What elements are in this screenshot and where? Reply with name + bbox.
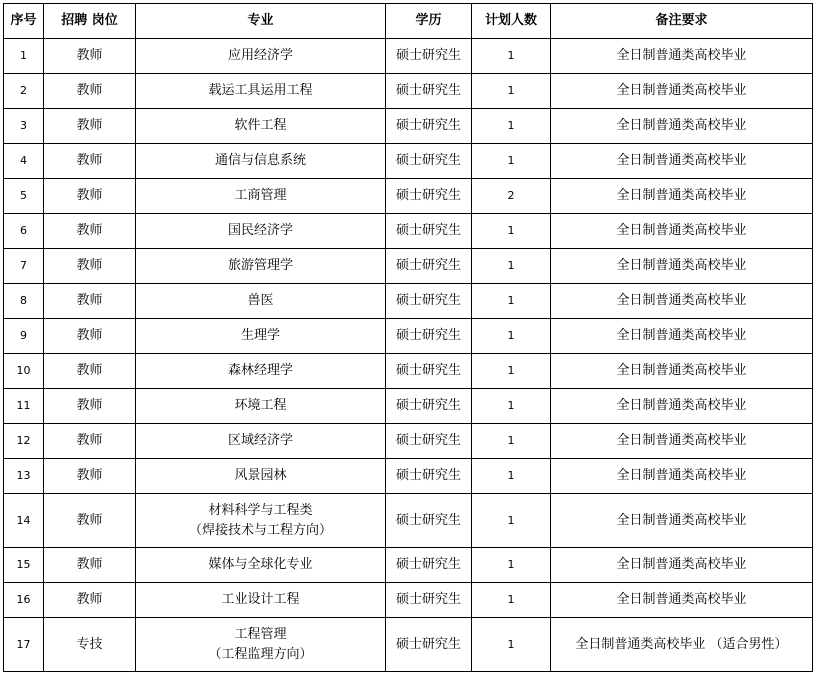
header-degree: 学历: [386, 4, 472, 39]
cell-major: [136, 494, 386, 548]
cell-remarks: 全日制普通类高校毕业: [551, 39, 813, 74]
cell-count: 1: [472, 39, 551, 74]
cell-major: 工业设计工程: [136, 583, 386, 618]
cell-degree: 硕士研究生: [386, 144, 472, 179]
cell-remarks: 全日制普通类高校毕业 （适合男性）: [551, 618, 813, 672]
cell-major: 森林经理学: [136, 354, 386, 389]
cell-count: 1: [472, 494, 551, 548]
cell-position: 教师: [44, 459, 136, 494]
table-row: [4, 74, 813, 109]
cell-remarks: 全日制普通类高校毕业: [551, 284, 813, 319]
table-row: [4, 214, 813, 249]
header-major: 专业: [136, 4, 386, 39]
cell-count: 2: [472, 179, 551, 214]
cell-major: 环境工程: [136, 389, 386, 424]
cell-count: 1: [472, 319, 551, 354]
table-header-row: [4, 4, 813, 39]
cell-position: 专技: [44, 618, 136, 672]
cell-degree: 硕士研究生: [386, 284, 472, 319]
cell-major: 媒体与全球化专业: [136, 548, 386, 583]
cell-major-sub: （焊接技术与工程方向）: [188, 522, 332, 538]
cell-degree: 硕士研究生: [386, 354, 472, 389]
cell-major-main: 材料科学与工程类: [208, 502, 313, 518]
cell-remarks: 全日制普通类高校毕业: [551, 214, 813, 249]
header-index: 序号: [4, 4, 44, 39]
recruitment-table: [3, 3, 813, 672]
cell-degree: 硕士研究生: [386, 39, 472, 74]
header-remarks: 备注要求: [551, 4, 813, 39]
cell-index: 15: [4, 548, 44, 583]
table-row: [4, 459, 813, 494]
cell-remarks: 全日制普通类高校毕业: [551, 179, 813, 214]
cell-remarks: 全日制普通类高校毕业: [551, 494, 813, 548]
cell-remarks: 全日制普通类高校毕业: [551, 583, 813, 618]
cell-index: 12: [4, 424, 44, 459]
cell-degree: 硕士研究生: [386, 494, 472, 548]
cell-remarks: 全日制普通类高校毕业: [551, 459, 813, 494]
cell-index: 4: [4, 144, 44, 179]
cell-major: 旅游管理学: [136, 249, 386, 284]
cell-position: 教师: [44, 494, 136, 548]
cell-degree: 硕士研究生: [386, 424, 472, 459]
cell-remarks: 全日制普通类高校毕业: [551, 109, 813, 144]
table-row: [4, 389, 813, 424]
cell-major: 区域经济学: [136, 424, 386, 459]
table-row: [4, 583, 813, 618]
table-row: [4, 249, 813, 284]
cell-count: 1: [472, 214, 551, 249]
table-row: [4, 109, 813, 144]
cell-major: 国民经济学: [136, 214, 386, 249]
table-row: [4, 494, 813, 548]
cell-remarks: 全日制普通类高校毕业: [551, 548, 813, 583]
cell-count: 1: [472, 284, 551, 319]
cell-index: 6: [4, 214, 44, 249]
header-count: 计划人数: [472, 4, 551, 39]
cell-position: 教师: [44, 284, 136, 319]
cell-index: 13: [4, 459, 44, 494]
cell-degree: 硕士研究生: [386, 319, 472, 354]
table-row: [4, 144, 813, 179]
cell-remarks: 全日制普通类高校毕业: [551, 389, 813, 424]
cell-count: 1: [472, 424, 551, 459]
cell-index: 1: [4, 39, 44, 74]
table-body: [4, 39, 813, 672]
cell-degree: 硕士研究生: [386, 179, 472, 214]
cell-remarks: 全日制普通类高校毕业: [551, 319, 813, 354]
cell-degree: 硕士研究生: [386, 459, 472, 494]
cell-major-main: 工程管理: [234, 626, 287, 642]
cell-index: 16: [4, 583, 44, 618]
cell-index: 3: [4, 109, 44, 144]
cell-position: 教师: [44, 109, 136, 144]
cell-major: [136, 618, 386, 672]
cell-major: 风景园林: [136, 459, 386, 494]
cell-count: 1: [472, 249, 551, 284]
cell-position: 教师: [44, 424, 136, 459]
cell-position: 教师: [44, 389, 136, 424]
table-row: [4, 618, 813, 672]
cell-count: 1: [472, 109, 551, 144]
cell-index: 14: [4, 494, 44, 548]
header-position: 招聘 岗位: [44, 4, 136, 39]
cell-index: 8: [4, 284, 44, 319]
cell-count: 1: [472, 144, 551, 179]
cell-major-sub: （工程监理方向）: [208, 646, 313, 662]
cell-degree: 硕士研究生: [386, 214, 472, 249]
table-row: [4, 39, 813, 74]
table-row: [4, 179, 813, 214]
recruitment-table-container: [3, 3, 813, 672]
cell-index: 5: [4, 179, 44, 214]
cell-remarks: 全日制普通类高校毕业: [551, 249, 813, 284]
cell-remarks: 全日制普通类高校毕业: [551, 144, 813, 179]
cell-degree: 硕士研究生: [386, 618, 472, 672]
cell-degree: 硕士研究生: [386, 74, 472, 109]
cell-count: 1: [472, 459, 551, 494]
cell-count: 1: [472, 389, 551, 424]
cell-major: 生理学: [136, 319, 386, 354]
table-row: [4, 548, 813, 583]
cell-major: 工商管理: [136, 179, 386, 214]
cell-count: 1: [472, 548, 551, 583]
cell-index: 7: [4, 249, 44, 284]
cell-major: 软件工程: [136, 109, 386, 144]
table-row: [4, 424, 813, 459]
table-row: [4, 319, 813, 354]
cell-degree: 硕士研究生: [386, 249, 472, 284]
cell-remarks: 全日制普通类高校毕业: [551, 424, 813, 459]
cell-degree: 硕士研究生: [386, 109, 472, 144]
cell-major: 兽医: [136, 284, 386, 319]
cell-count: 1: [472, 74, 551, 109]
table-row: [4, 354, 813, 389]
cell-position: 教师: [44, 39, 136, 74]
cell-index: 11: [4, 389, 44, 424]
cell-position: 教师: [44, 144, 136, 179]
cell-major: 载运工具运用工程: [136, 74, 386, 109]
cell-position: 教师: [44, 214, 136, 249]
cell-index: 9: [4, 319, 44, 354]
cell-position: 教师: [44, 548, 136, 583]
cell-position: 教师: [44, 74, 136, 109]
cell-position: 教师: [44, 249, 136, 284]
cell-remarks: 全日制普通类高校毕业: [551, 354, 813, 389]
cell-remarks: 全日制普通类高校毕业: [551, 74, 813, 109]
cell-index: 17: [4, 618, 44, 672]
cell-position: 教师: [44, 583, 136, 618]
cell-degree: 硕士研究生: [386, 548, 472, 583]
cell-position: 教师: [44, 319, 136, 354]
cell-major: 应用经济学: [136, 39, 386, 74]
cell-degree: 硕士研究生: [386, 583, 472, 618]
cell-index: 10: [4, 354, 44, 389]
cell-index: 2: [4, 74, 44, 109]
cell-count: 1: [472, 618, 551, 672]
cell-position: 教师: [44, 179, 136, 214]
cell-major: 通信与信息系统: [136, 144, 386, 179]
cell-count: 1: [472, 583, 551, 618]
cell-degree: 硕士研究生: [386, 389, 472, 424]
cell-count: 1: [472, 354, 551, 389]
table-row: [4, 284, 813, 319]
cell-position: 教师: [44, 354, 136, 389]
